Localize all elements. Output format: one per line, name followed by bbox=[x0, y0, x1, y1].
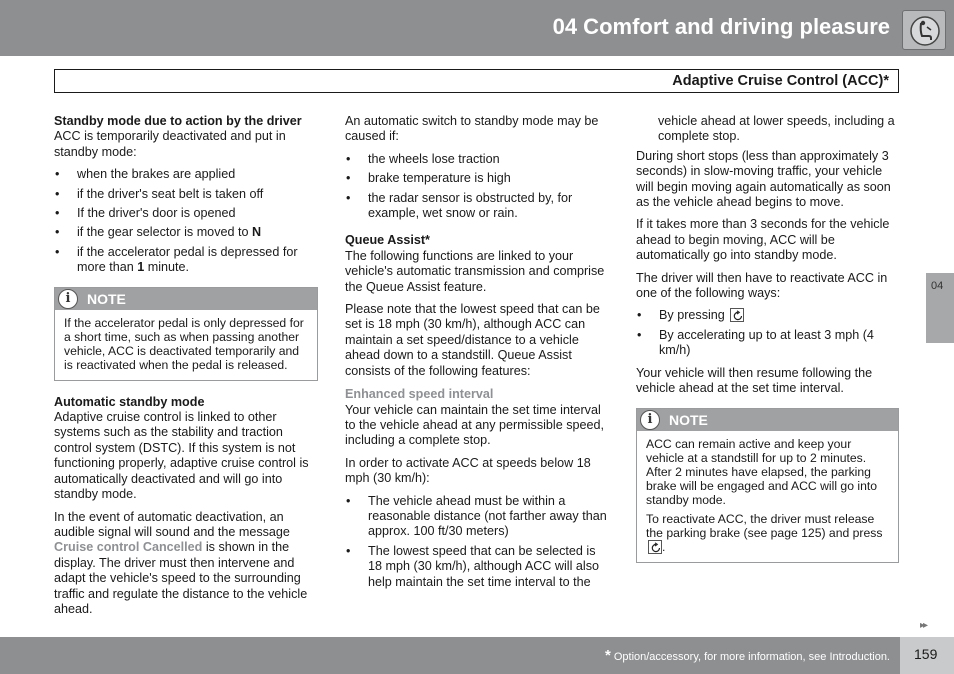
list-item: • By accelerating up to at least 3 mph (4 km/h) bbox=[636, 328, 899, 359]
column-1 bbox=[54, 114, 318, 624]
note-text-end: . bbox=[662, 539, 666, 554]
paragraph: Your vehicle can maintain the set time interval to the vehicle ahead at any permissible speed, including a complete stop. bbox=[345, 402, 605, 448]
paragraph-text: is shown in the display. The driver must then intervene and adapt the vehicle's speed to the surrounding traffic and regulate the distance to the vehicle ahead. bbox=[54, 540, 308, 616]
list-item-text: if the gear selector is moved to bbox=[77, 225, 252, 240]
note-box bbox=[54, 287, 318, 381]
list-item: • if the driver's seat belt is taken off bbox=[54, 187, 318, 202]
paragraph bbox=[54, 510, 318, 618]
note-header bbox=[637, 409, 898, 431]
paragraph: During short stops (less than approximately 3 seconds) in slow-moving traffic, your vehicle will begin moving again automatically as soon as the vehicle ahead begins to move. bbox=[636, 148, 891, 210]
note-body bbox=[637, 431, 898, 562]
list-item bbox=[54, 225, 318, 240]
paragraph: Please note that the lowest speed that can be set is 18 mph (30 km/h), although ACC can maintain a set speed/distance to a vehicle ahead down to a standstill. Queue Assist consists of the following features: bbox=[345, 302, 600, 378]
list-item bbox=[54, 245, 318, 276]
paragraph: Adaptive cruise control is linked to other systems such as the stability and traction control system (DSTC). If this system is not functioning properly, adaptive cruise control is automatically deactivated and will go into standby mode. bbox=[54, 410, 309, 502]
section-bar bbox=[54, 69, 899, 93]
footnote-star: * bbox=[604, 647, 611, 664]
resume-button-icon bbox=[648, 540, 662, 554]
list-item-continued: vehicle ahead at lower speeds, including a complete stop. bbox=[658, 114, 895, 144]
chapter-icon-box bbox=[902, 10, 946, 50]
note-header bbox=[55, 288, 317, 310]
chapter-title: 04 Comfort and driving pleasure bbox=[552, 14, 890, 39]
list-item: • the wheels lose traction bbox=[345, 152, 610, 167]
heading-queue-assist: Queue Assist* bbox=[345, 233, 430, 248]
gear-n: N bbox=[252, 225, 262, 240]
note-body bbox=[55, 310, 317, 380]
bullet-list bbox=[636, 308, 899, 358]
seat-icon bbox=[909, 15, 941, 47]
note-label: NOTE bbox=[669, 411, 708, 428]
chapter-side-tab bbox=[926, 273, 954, 343]
list-item bbox=[636, 308, 899, 323]
minute-count: 1 bbox=[137, 260, 145, 275]
list-item-text: minute. bbox=[144, 260, 190, 275]
list-item: • when the brakes are applied bbox=[54, 167, 318, 182]
display-message: Cruise control Cancelled bbox=[54, 540, 203, 555]
list-item: • the radar sensor is obstructed by, for example, wet snow or rain. bbox=[345, 191, 610, 222]
paragraph-text: In the event of automatic deactivation, an audible signal will sound and the message bbox=[54, 509, 290, 539]
list-item-text: By pressing bbox=[659, 308, 725, 323]
note-text bbox=[646, 512, 889, 554]
paragraph: If it takes more than 3 seconds for the vehicle ahead to begin moving, ACC will be automatically go into standby mode. bbox=[636, 217, 890, 263]
note-box bbox=[636, 408, 899, 563]
list-item: • The lowest speed that can be selected is 18 mph (30 km/h), although ACC will also help maintain the set time interval to the bbox=[345, 544, 610, 590]
footnote-text: Option/accessory, for more information, see Introduction. bbox=[613, 651, 890, 663]
section-title: Adaptive Cruise Control (ACC)* bbox=[672, 73, 889, 89]
page-number: 159 bbox=[914, 646, 938, 662]
heading-automatic-standby: Automatic standby mode bbox=[54, 394, 205, 409]
list-item: • If the driver's door is opened bbox=[54, 206, 318, 221]
note-label: NOTE bbox=[87, 290, 126, 307]
info-icon: i bbox=[640, 410, 660, 430]
bullet-list bbox=[345, 152, 610, 222]
list-item-text: if the accelerator pedal is depressed for more than bbox=[77, 244, 298, 275]
note-text: ACC can remain active and keep your vehicle at a standstill for up to 2 minutes. After 2 minutes have elapsed, the parking brake will be engaged and ACC will go into standby mode. bbox=[646, 436, 878, 507]
column-2 bbox=[345, 114, 610, 597]
page-header bbox=[0, 0, 954, 56]
list-item: • The vehicle ahead must be within a reasonable distance (not farther away than approx. 100 ft/30 meters) bbox=[345, 494, 610, 540]
paragraph: The following functions are linked to your vehicle's automatic transmission and comprise the Queue Assist feature. bbox=[345, 248, 605, 294]
note-text: If the accelerator pedal is only depressed for a short time, such as when passing another vehicle, ACC is deactivated temporarily and is reactivated when the pedal is released. bbox=[64, 315, 304, 372]
page-number-box bbox=[900, 637, 954, 674]
chapter-tab-label: 04 bbox=[931, 280, 944, 292]
paragraph: The driver will then have to reactivate ACC in one of the following ways: bbox=[636, 270, 888, 301]
paragraph: An automatic switch to standby mode may be caused if: bbox=[345, 114, 599, 144]
heading-standby-driver: Standby mode due to action by the driver bbox=[54, 114, 302, 128]
page-footer bbox=[0, 637, 954, 674]
next-page-arrows-icon: ▸▸ bbox=[920, 620, 927, 631]
bullet-list bbox=[345, 494, 610, 590]
bullet-list bbox=[54, 167, 318, 275]
resume-button-icon bbox=[730, 308, 744, 322]
footnote bbox=[605, 649, 890, 664]
note-text-part: To reactivate ACC, the driver must release the parking brake (see page 125) and press bbox=[646, 511, 883, 540]
column-3 bbox=[636, 114, 899, 577]
paragraph: Your vehicle will then resume following the vehicle ahead at the set time interval. bbox=[636, 365, 873, 396]
heading-enhanced-speed: Enhanced speed interval bbox=[345, 387, 494, 402]
info-icon: i bbox=[58, 289, 78, 309]
paragraph: ACC is temporarily deactivated and put in standby mode: bbox=[54, 129, 286, 159]
paragraph: In order to activate ACC at speeds below 18 mph (30 km/h): bbox=[345, 455, 591, 486]
list-item: • brake temperature is high bbox=[345, 171, 610, 186]
